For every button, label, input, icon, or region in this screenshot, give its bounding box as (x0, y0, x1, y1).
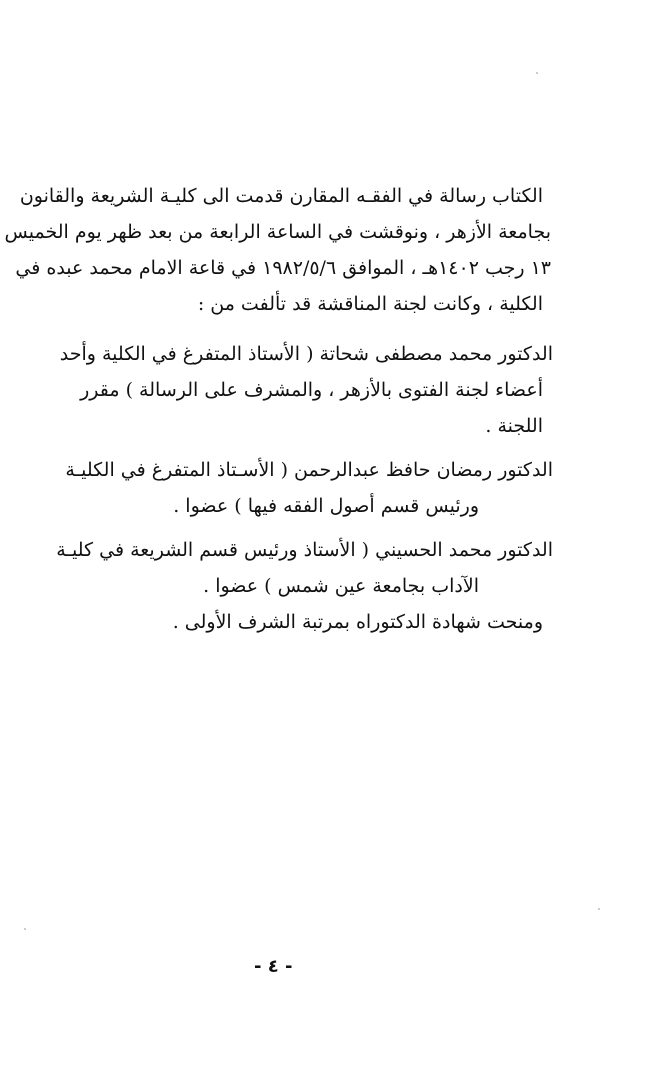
member-3-line-2: الآداب بجامعة عين شمس ) عضوا . (203, 575, 479, 597)
intro-line-2: بجامعة الأزهر ، ونوقشت في الساعة الرابعة من بعد ظهر يوم الخميس (4, 221, 551, 243)
member-3-line-1: الدكتور محمد الحسيني ( الأستاذ ورئيس قسم الشريعة في كليـة (56, 539, 553, 561)
committee-member-3 (56, 532, 553, 604)
member-1-line-1: الدكتور محمد مصطفى شحاتة ( الأستاذ المتفرغ في الكلية وأحد (59, 343, 553, 365)
intro-paragraph (4, 178, 551, 322)
intro-line-3: ١٣ رجب ١٤٠٢هـ ، الموافق ١٩٨٢/٥/٦ في قاعة الامام محمد عبده في (15, 257, 551, 279)
scan-speck (536, 72, 538, 74)
committee-member-1 (56, 336, 553, 444)
scan-speck (598, 908, 600, 910)
member-2-line-2: ورئيس قسم أصول الفقه فيها ) عضوا . (173, 495, 479, 517)
page-number: - ٤ - (254, 956, 293, 977)
committee-member-2 (56, 452, 553, 524)
intro-line-4: الكلية ، وكانت لجنة المناقشة قد تألفت من : (197, 293, 543, 315)
member-1-line-2: أعضاء لجنة الفتوى بالأزهر ، والمشرف على الرسالة ) مقرر (80, 379, 543, 401)
committee-list (56, 336, 553, 640)
scan-speck (24, 928, 26, 930)
member-2-line-1: الدكتور رمضان حافظ عبدالرحمن ( الأسـتاذ المتفرغ في الكليـة (65, 459, 553, 481)
conclusion-line: ومنحت شهادة الدكتوراه بمرتبة الشرف الأولى . (172, 611, 543, 633)
intro-line-1: الكتاب رسالة في الفقـه المقارن قدمت الى كليـة الشريعة والقانون (19, 185, 543, 207)
member-1-line-3: اللجنة . (485, 415, 543, 437)
